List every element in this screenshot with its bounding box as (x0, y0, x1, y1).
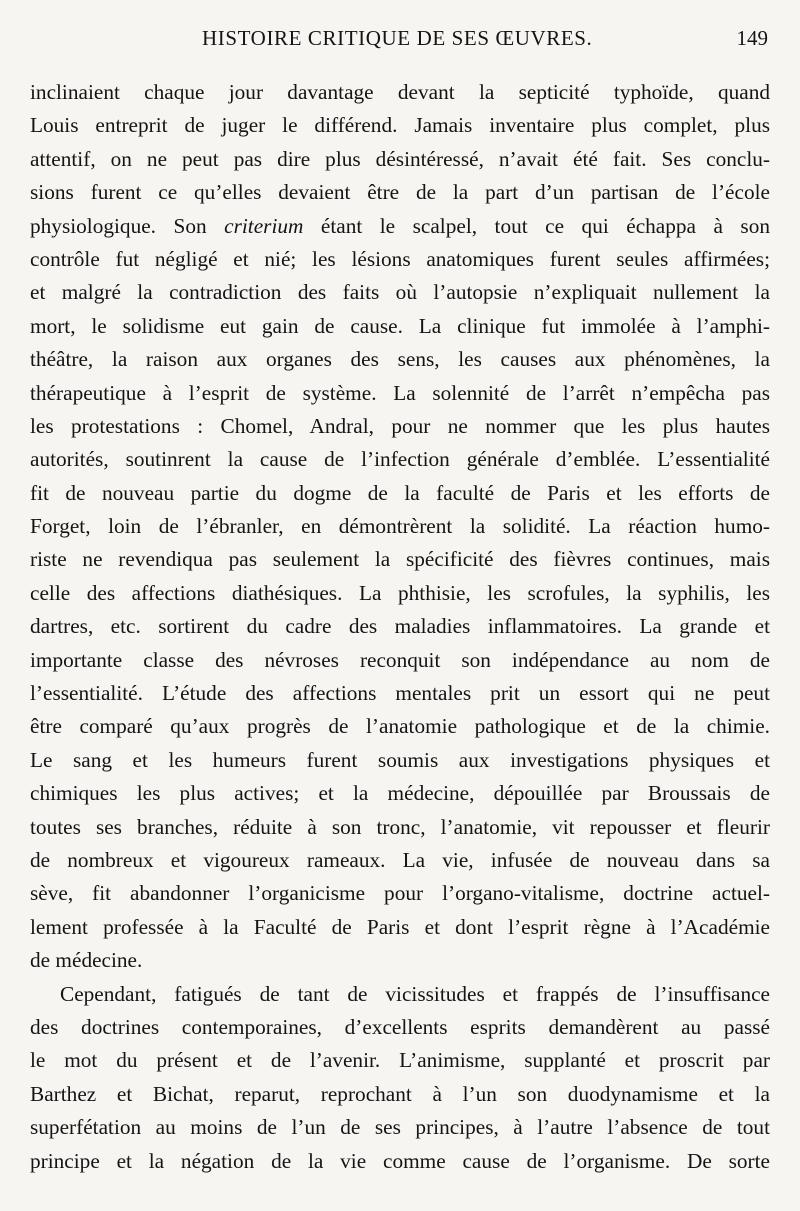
running-title: HISTOIRE CRITIQUE DE SES ŒUVRES. (202, 26, 593, 50)
line-end: étant le scalpel, tout ce qui échappa à son (303, 213, 770, 238)
text-line: être comparé qu’aux progrès de l’anatomie pathologique et de la chimie. (30, 714, 770, 739)
text-line: l’essentialité. L’étude des affections mentales prit un essort qui ne peut (30, 681, 770, 706)
text-line: théâtre, la raison aux organes des sens, les causes aux phénomènes, la (30, 347, 770, 372)
text-line: Le sang et les humeurs furent soumis aux investigations physiques et (30, 747, 770, 772)
text-line: lement professée à la Faculté de Paris et dont l’esprit règne à l’Académie (30, 914, 770, 939)
text-line: attentif, on ne peut pas dire plus désintéressé, n’avait été fait. Ses conclu- (30, 146, 770, 171)
text-line: importante classe des névroses reconquit son indépendance au nom de (30, 647, 770, 672)
text-line: dartres, etc. sortirent du cadre des maladies inflammatoires. La grande et (30, 614, 770, 639)
text-line: sions furent ce qu’elles devaient être de la part d’un partisan de l’école (30, 180, 770, 205)
text-line: contrôle fut négligé et nié; les lésions anatomiques furent seules affirmées; (30, 246, 770, 271)
text-line: riste ne revendiqua pas seulement la spécificité des fièvres continues, mais (30, 547, 770, 572)
text-line: autorités, soutinrent la cause de l’infection générale d’emblée. L’essentialité (30, 447, 770, 472)
line-start: physiologique. Son (30, 213, 225, 238)
text-line: Cependant, fatigués de tant de vicissitudes et frappés de l’insuffisance (60, 981, 770, 1006)
text-line: toutes ses branches, réduite à son tronc, l’anatomie, vit repousser et fleurir (30, 814, 770, 839)
text-line: fit de nouveau partie du dogme de la faculté de Paris et les efforts de (30, 480, 770, 505)
text-line: Louis entreprit de juger le différend. Jamais inventaire plus complet, plus (30, 113, 770, 138)
text-line: Barthez et Bichat, reparut, reprochant à l’un son duodynamisme et la (30, 1081, 770, 1106)
text-line (30, 210, 770, 243)
text-line: celle des affections diathésiques. La phthisie, les scrofules, la syphilis, les (30, 580, 770, 605)
text-line: thérapeutique à l’esprit de système. La solennité de l’arrêt n’empêcha pas (30, 380, 770, 405)
paragraph-2 (30, 978, 770, 1178)
text-line: chimiques les plus actives; et la médecine, dépouillée par Broussais de (30, 781, 770, 806)
text-line: principe et la négation de la vie comme cause de l’organisme. De sorte (30, 1148, 770, 1173)
text-line: de nombreux et vigoureux rameaux. La vie, infusée de nouveau dans sa (30, 847, 770, 872)
text-line: sève, fit abandonner l’organicisme pour l’organo-vitalisme, doctrine actuel- (30, 881, 770, 906)
page-number: 149 (736, 26, 768, 50)
text-line: des doctrines contemporaines, d’excellents esprits demandèrent au passé (30, 1014, 770, 1039)
text-line: inclinaient chaque jour davantage devant la septicité typhoïde, quand (30, 80, 770, 104)
body-text (30, 76, 770, 1178)
text-line: le mot du présent et de l’avenir. L’animisme, supplanté et proscrit par (30, 1048, 770, 1073)
criterium-term: criterium (224, 213, 304, 238)
text-line: les protestations : Chomel, Andral, pour ne nommer que les plus hautes (30, 413, 770, 438)
text-line: superfétation au moins de l’un de ses principes, à l’autre l’absence de tout (30, 1115, 770, 1140)
paragraph-1 (30, 76, 770, 978)
page-header (0, 22, 800, 56)
text-line: de médecine. (30, 948, 143, 973)
text-line: mort, le solidisme eut gain de cause. La clinique fut immolée à l’amphi- (30, 313, 770, 338)
text-line: Forget, loin de l’ébranler, en démontrèrent la solidité. La réaction humo- (30, 514, 770, 539)
text-line: et malgré la contradiction des faits où l’autopsie n’expliquait nullement la (30, 280, 770, 305)
